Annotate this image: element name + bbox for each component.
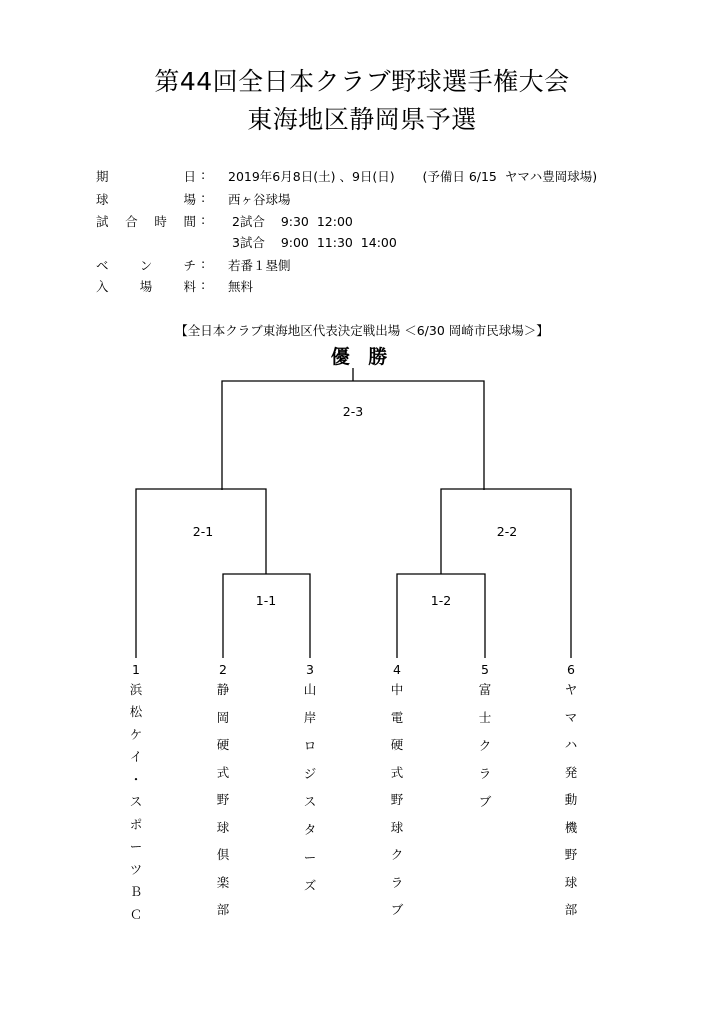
- team-name-char: 球: [216, 819, 230, 835]
- team-name-char: イ: [129, 749, 143, 765]
- match-label-first-right: 1-2: [430, 593, 452, 608]
- team-name-char: ス: [303, 794, 317, 809]
- info-colon: :: [201, 256, 206, 271]
- info-value: 2試合 9:30 12:00: [228, 214, 353, 229]
- info-label-char: 場: [183, 192, 196, 207]
- team-name-char: ハ: [564, 737, 578, 753]
- team-entry: [475, 661, 495, 819]
- team-name-char: 部: [216, 902, 230, 918]
- team-name-char: ー: [129, 839, 143, 855]
- team-name-char: 部: [564, 902, 578, 918]
- info-label-char: 間: [183, 214, 196, 229]
- info-label-char: 入: [96, 279, 109, 294]
- team-name-char: 式: [216, 764, 230, 780]
- info-colon: :: [201, 277, 206, 292]
- champion-label: 優 勝: [330, 346, 394, 368]
- match-label-final: 2-3: [342, 404, 364, 419]
- team-name-char: 野: [564, 847, 578, 863]
- team-name-char: マ: [564, 709, 578, 725]
- team-name-char: 野: [216, 792, 230, 808]
- team-name-char: 松: [129, 704, 143, 720]
- team-name-char: ス: [129, 794, 143, 810]
- info-label-char: 場: [139, 279, 153, 294]
- team-name-char: 野: [390, 792, 404, 808]
- team-name-char: Ｃ: [129, 906, 143, 922]
- team-name-char: ロ: [303, 738, 317, 753]
- tournament-subtitle: 東海地区静岡県予選: [247, 105, 477, 134]
- team-name-char: 硬: [216, 737, 230, 753]
- team-name-char: ポ: [129, 816, 143, 832]
- team-name-char: ジ: [303, 766, 317, 781]
- team-name-char: 倶: [216, 847, 230, 863]
- team-number: 2: [219, 662, 227, 677]
- info-label-char: 日: [183, 169, 196, 184]
- team-number: 6: [567, 662, 575, 677]
- bracket-line-first-left: [223, 574, 310, 658]
- match-label-first-left: 1-1: [255, 593, 277, 608]
- team-entry: [213, 661, 233, 927]
- info-label-char: ベ: [96, 258, 109, 273]
- team-name-char: 発: [564, 764, 578, 780]
- info-label-char: 時: [154, 214, 167, 229]
- team-name-char: ク: [478, 738, 492, 753]
- representative-heading: 【全日本クラブ東海地区代表決定戦出場 ＜6/30 岡崎市民球場＞】: [175, 323, 549, 338]
- team-number: 4: [393, 662, 401, 677]
- team-name-char: 富: [478, 682, 492, 697]
- info-value: 若番１塁側: [228, 258, 291, 273]
- team-name-char: ズ: [303, 878, 317, 893]
- team-name-char: 動: [564, 792, 578, 808]
- info-label-char: チ: [183, 258, 196, 273]
- info-colon: :: [201, 212, 206, 227]
- team-name-char: 式: [390, 764, 404, 780]
- info-value: 2019年6月8日(土) 、9日(日) (予備日 6/15 ヤマハ豊岡球場): [228, 169, 598, 184]
- team-number: 3: [306, 662, 314, 677]
- team-name-char: 中: [390, 682, 404, 697]
- team-name-char: ケ: [129, 726, 143, 742]
- team-name-char: 浜: [129, 682, 143, 697]
- team-name-char: 硬: [390, 737, 404, 753]
- team-name-char: ヤ: [564, 682, 578, 697]
- info-label-char: 合: [125, 214, 138, 229]
- team-name-char: Ｂ: [129, 884, 143, 900]
- bracket-line-final: [222, 381, 484, 490]
- team-name-char: ツ: [129, 861, 143, 877]
- team-name-char: 球: [390, 819, 404, 835]
- team-name-char: ・: [129, 771, 143, 787]
- match-label-semi-left: 2-1: [192, 524, 214, 539]
- info-label-char: 試: [96, 214, 109, 229]
- match-label-semi-right: 2-2: [496, 524, 518, 539]
- team-entry: [126, 661, 146, 926]
- info-value: 西ヶ谷球場: [228, 192, 291, 207]
- team-name-char: 岡: [216, 709, 230, 725]
- team-name-char: 岸: [303, 710, 317, 725]
- team-number: 5: [481, 662, 489, 677]
- team-name-char: 球: [564, 874, 578, 890]
- info-value: 3試合 9:00 11:30 14:00: [228, 235, 397, 250]
- team-number: 1: [132, 662, 140, 677]
- team-name-char: ブ: [478, 794, 492, 809]
- info-label-char: ン: [139, 258, 153, 273]
- team-entry: [387, 661, 407, 927]
- team-entry: [300, 661, 320, 903]
- info-label-char: 球: [96, 192, 109, 207]
- info-colon: :: [201, 190, 206, 205]
- team-name-char: ー: [303, 850, 317, 865]
- bracket-line-first-right: [397, 574, 485, 658]
- team-entry: [561, 661, 581, 927]
- team-name-char: 電: [390, 709, 404, 725]
- team-name-char: タ: [303, 822, 317, 837]
- info-label-char: 期: [96, 169, 109, 184]
- info-colon: :: [201, 167, 206, 182]
- team-name-char: 機: [564, 819, 578, 835]
- info-value: 無料: [228, 279, 254, 294]
- team-name-char: 楽: [216, 874, 230, 890]
- info-label-char: 料: [183, 279, 196, 294]
- team-name-char: ラ: [478, 766, 492, 781]
- team-name-char: ブ: [390, 902, 404, 918]
- team-name-char: ク: [390, 847, 404, 863]
- tournament-title: 第44回全日本クラブ野球選手権大会: [154, 67, 570, 96]
- team-name-char: 山: [303, 682, 317, 697]
- team-name-char: ラ: [390, 874, 404, 890]
- team-name-char: 士: [478, 710, 492, 725]
- team-name-char: 静: [216, 682, 230, 697]
